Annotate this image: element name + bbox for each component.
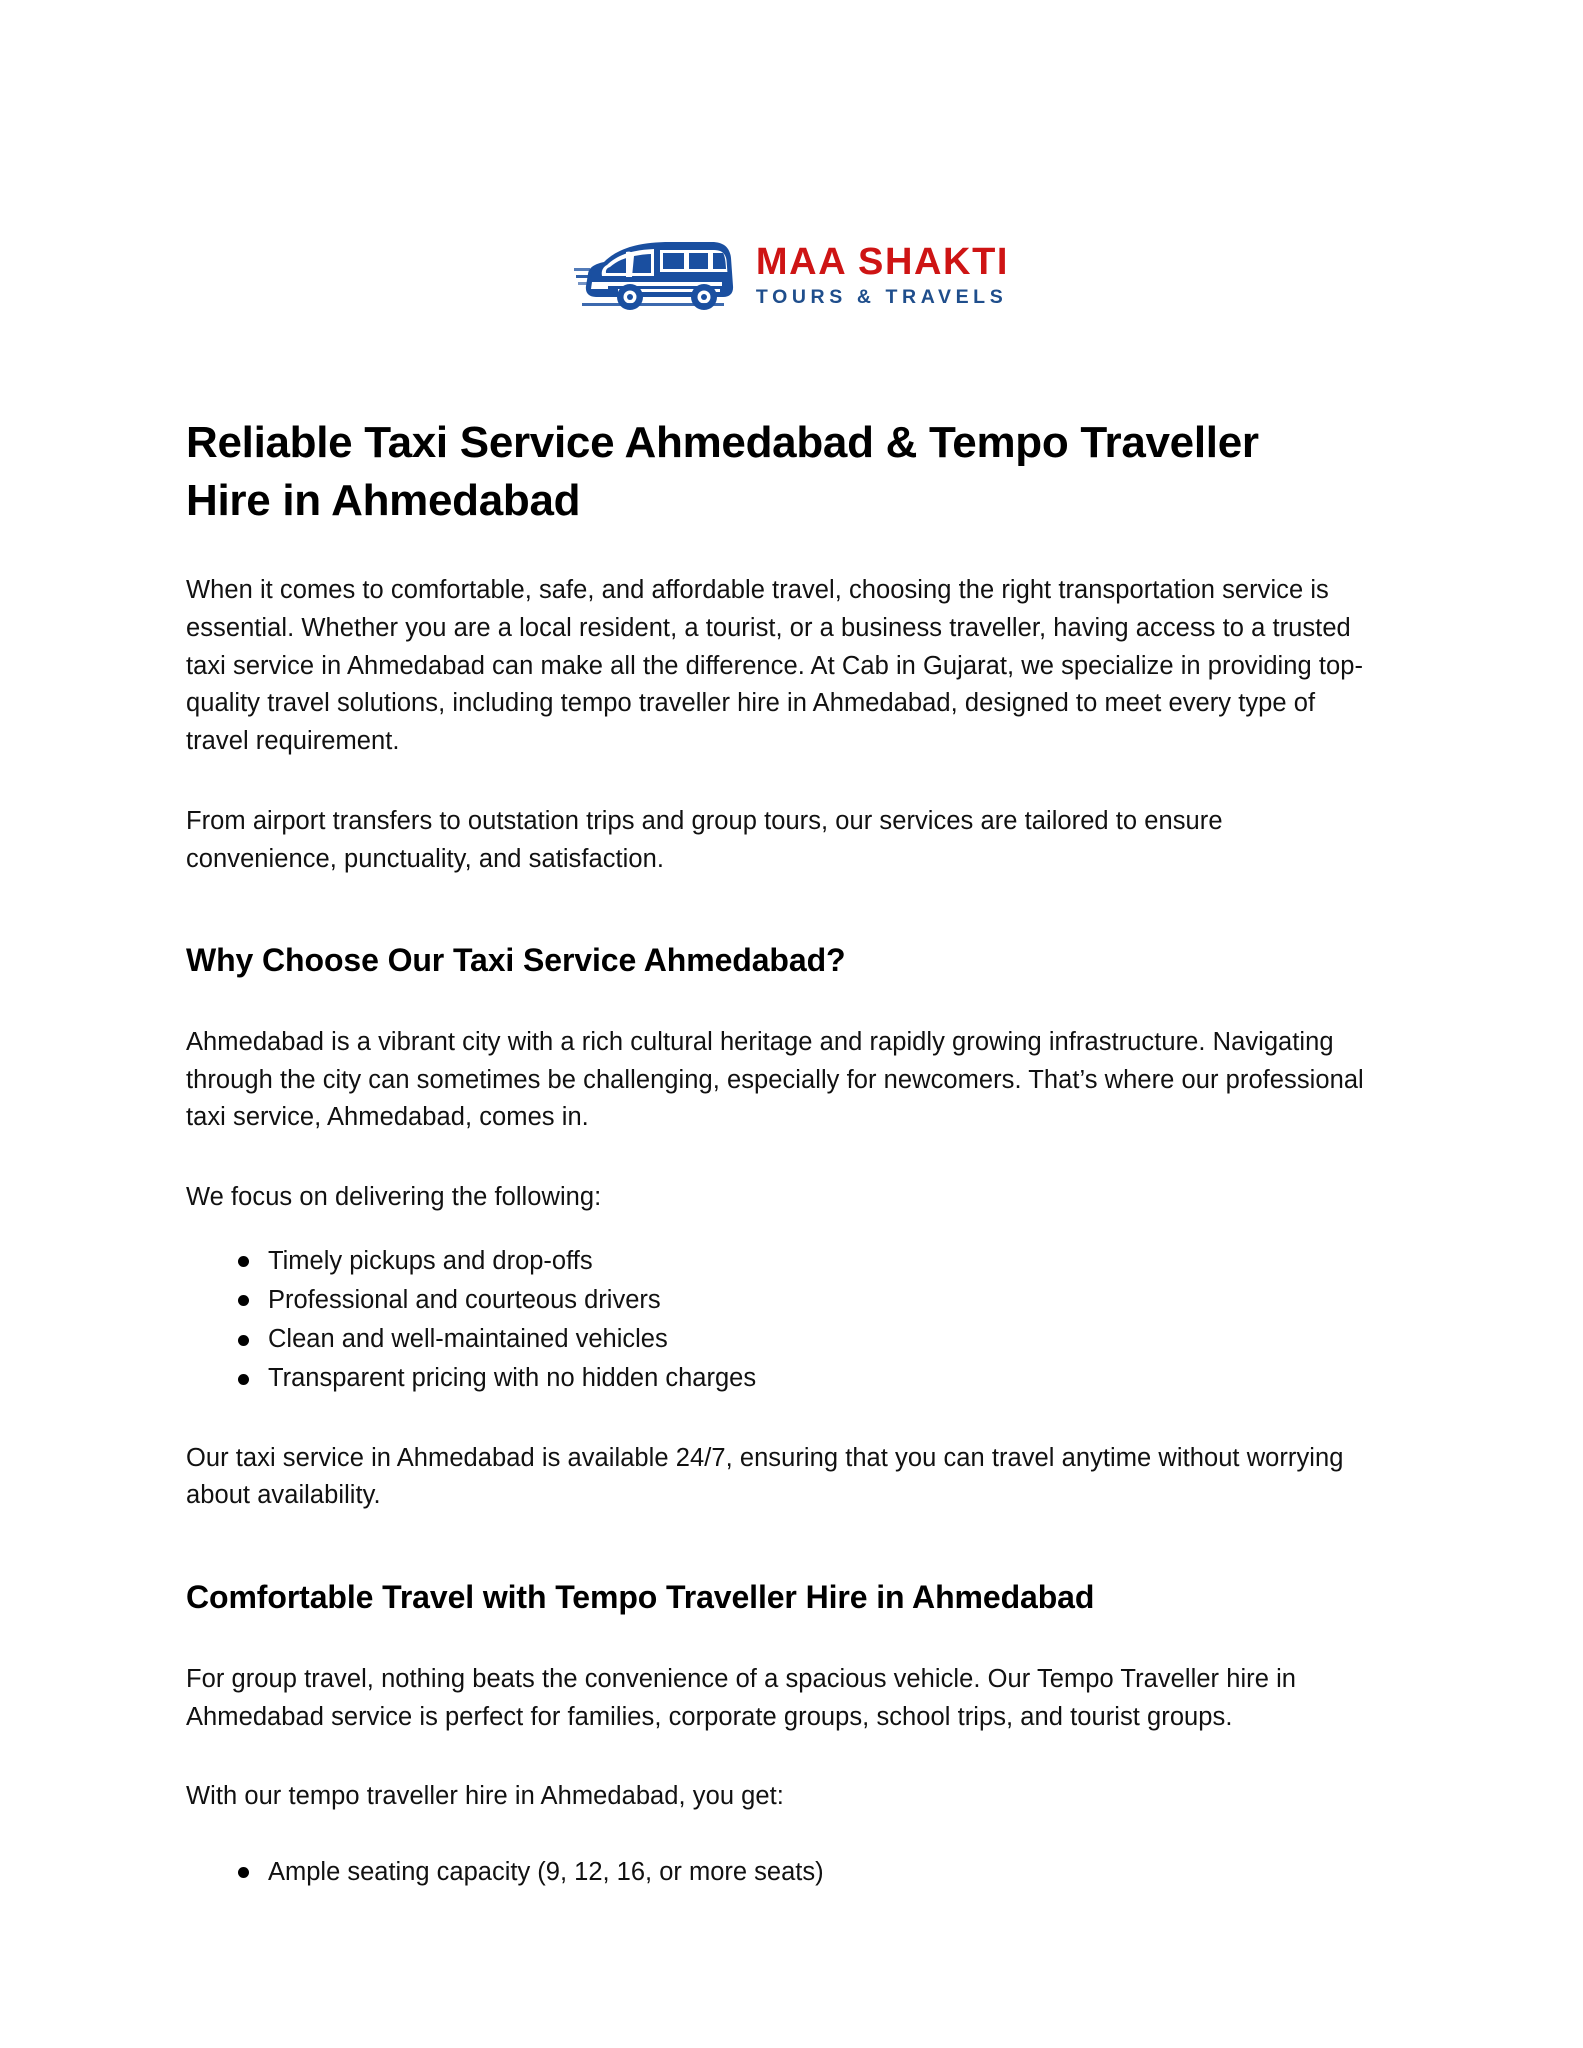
- intro-paragraph-1: When it comes to comfortable, safe, and affordable travel, choosing the right transportation service is essential. Whether you are a local resident, a tourist, or a business traveller, having access to a trusted taxi service in Ahmedabad can make all the difference. At Cab in Gujarat, we specialize in providing top-quality travel solutions, including tempo traveller hire in Ahmedabad, designed to meet every type of travel requirement.: [186, 576, 1364, 756]
- section2-paragraph-1: For group travel, nothing beats the convenience of a spacious vehicle. Our Tempo Traveller hire in Ahmedabad service is perfect for families, corporate groups, school trips, and tourist groups.: [186, 1664, 1297, 1731]
- section-heading-why-choose: Why Choose Our Taxi Service Ahmedabad?: [186, 942, 846, 979]
- section1-paragraph-3: Our taxi service in Ahmedabad is available 24/7, ensuring that you can travel anytime without worrying about availability.: [186, 1443, 1344, 1510]
- list-item-label: Clean and well-maintained vehicles: [268, 1325, 668, 1354]
- section-heading-comfortable-travel: Comfortable Travel with Tempo Traveller Hire in Ahmedabad: [186, 1579, 1095, 1616]
- list-item: [232, 1282, 1368, 1319]
- list-item-label: Ample seating capacity (9, 12, 16, or more seats): [268, 1857, 824, 1886]
- list-item-label: Transparent pricing with no hidden charges: [268, 1364, 757, 1393]
- article-content: [0, 318, 1583, 1891]
- section1-paragraph-2: We focus on delivering the following:: [186, 1183, 602, 1212]
- list-item-label: Timely pickups and drop-offs: [268, 1246, 593, 1275]
- page-title: Reliable Taxi Service Ahmedabad & Tempo Traveller Hire in Ahmedabad: [186, 418, 1259, 526]
- intro-paragraph-2: From airport transfers to outstation trips and group tours, our services are tailored to ensure convenience, punctuality, and satisfaction.: [186, 806, 1223, 873]
- section2-bullet-list: [186, 1854, 1368, 1891]
- section1-paragraph-1: Ahmedabad is a vibrant city with a rich cultural heritage and rapidly growing infrastructure. Navigating through the city can sometimes be challenging, especially for newcomers. That’s where our professional taxi service, Ahmedabad, comes in.: [186, 1027, 1364, 1132]
- brand-tagline: TOURS & TRAVELS: [755, 285, 1008, 308]
- brand-wordmark: [755, 240, 1010, 308]
- list-item: [232, 1854, 1368, 1891]
- list-item: [232, 1243, 1368, 1280]
- bus-icon: [574, 232, 736, 318]
- section1-bullet-list: [186, 1243, 1368, 1398]
- list-item-label: Professional and courteous drivers: [268, 1286, 661, 1315]
- logo-header: [0, 0, 1583, 318]
- section2-paragraph-2: With our tempo traveller hire in Ahmedabad, you get:: [186, 1782, 784, 1811]
- brand-logo: [574, 232, 1009, 318]
- list-item: [232, 1360, 1368, 1397]
- list-item: [232, 1321, 1368, 1358]
- brand-name: MAA SHAKTI: [755, 240, 1010, 283]
